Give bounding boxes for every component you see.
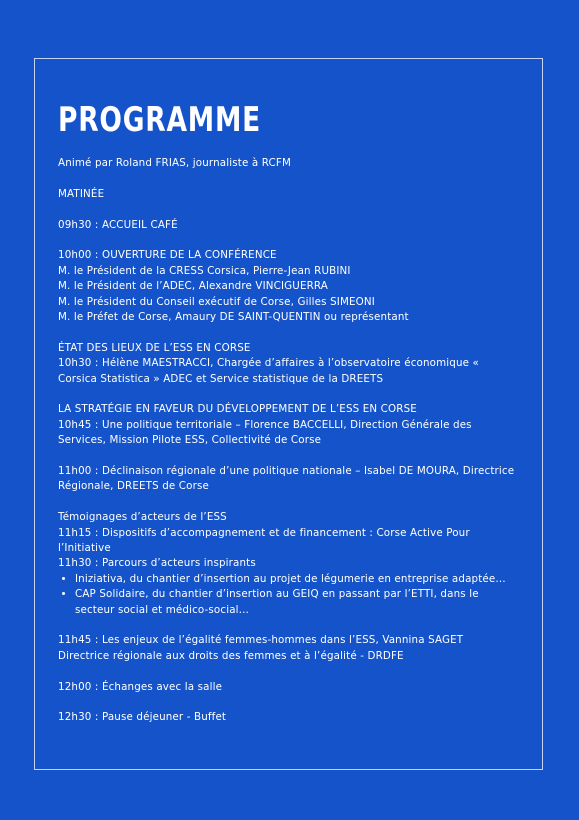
acteurs-list xyxy=(58,572,518,618)
list-item: • Iniziativa, du chantier d’insertion au projet de légumerie en entreprise adaptée… xyxy=(75,572,518,587)
host-line: Animé par Roland FRIAS, journaliste à RCFM xyxy=(58,157,291,169)
etat-text: 10h30 : Hélène MAESTRACCI, Chargée d’affaires à l’observatoire économique « Corsica Statistica » ADEC et Service statistique de la DREETS xyxy=(58,357,479,385)
temoignages-item: 11h30 : Parcours d’acteurs inspirants xyxy=(58,557,256,570)
ouverture-heading: 10h00 : OUVERTURE DE LA CONFÉRENCE xyxy=(58,249,277,262)
ouverture-block xyxy=(58,248,518,325)
speaker-line: M. le Préfet de Corse, Amaury DE SAINT-QUENTIN ou représentant xyxy=(58,311,409,324)
etat-block xyxy=(58,341,518,387)
speaker-line: M. le Président de la CRESS Corsica, Pierre-Jean RUBINI xyxy=(58,264,351,277)
speaker-line: M. le Président du Conseil exécutif de Corse, Gilles SIMEONI xyxy=(58,295,375,308)
programme-content xyxy=(58,98,518,741)
strategie-text: 10h45 : Une politique territoriale – Florence BACCELLI, Direction Générale des Services, Mission Pilote ESS, Collectivité de Corse xyxy=(58,418,472,447)
accueil-line: 09h30 : ACCUEIL CAFÉ xyxy=(58,218,178,231)
section-heading: MATINÉE xyxy=(58,187,105,200)
echanges-line: 12h00 : Échanges avec la salle xyxy=(58,680,223,693)
pause-line: 12h30 : Pause déjeuner - Buffet xyxy=(58,711,227,724)
strategie-block xyxy=(58,402,518,448)
page-title: PROGRAMME xyxy=(58,100,262,140)
speaker-line: M. le Président de l’ADEC, Alexandre VINCIGUERRA xyxy=(58,280,329,293)
temoignages-heading: Témoignages d’acteurs de l’ESS xyxy=(58,511,227,524)
list-item: • CAP Solidaire, du chantier d’insertion au GEIQ en passant par l’ETTI, dans le secteur social et médico-social… xyxy=(75,587,518,618)
egalite-line: 11h45 : Les enjeux de l’égalité femmes-hommes dans l’ESS, Vannina SAGET Directrice régionale aux droits des femmes et à l’égalité - DRDFE xyxy=(58,634,464,662)
strategie-heading: LA STRATÉGIE EN FAVEUR DU DÉVELOPPEMENT DE L’ESS EN CORSE xyxy=(58,403,417,416)
declinaison-line: 11h00 : Déclinaison régionale d’une politique nationale – Isabel DE MOURA, Directrice Régionale, DREETS de Corse xyxy=(58,465,515,493)
temoignages-block xyxy=(58,510,518,572)
etat-heading: ÉTAT DES LIEUX DE L’ESS EN CORSE xyxy=(58,341,251,354)
temoignages-item: 11h15 : Dispositifs d’accompagnement et de financement : Corse Active Pour l’Initiative xyxy=(58,526,470,555)
